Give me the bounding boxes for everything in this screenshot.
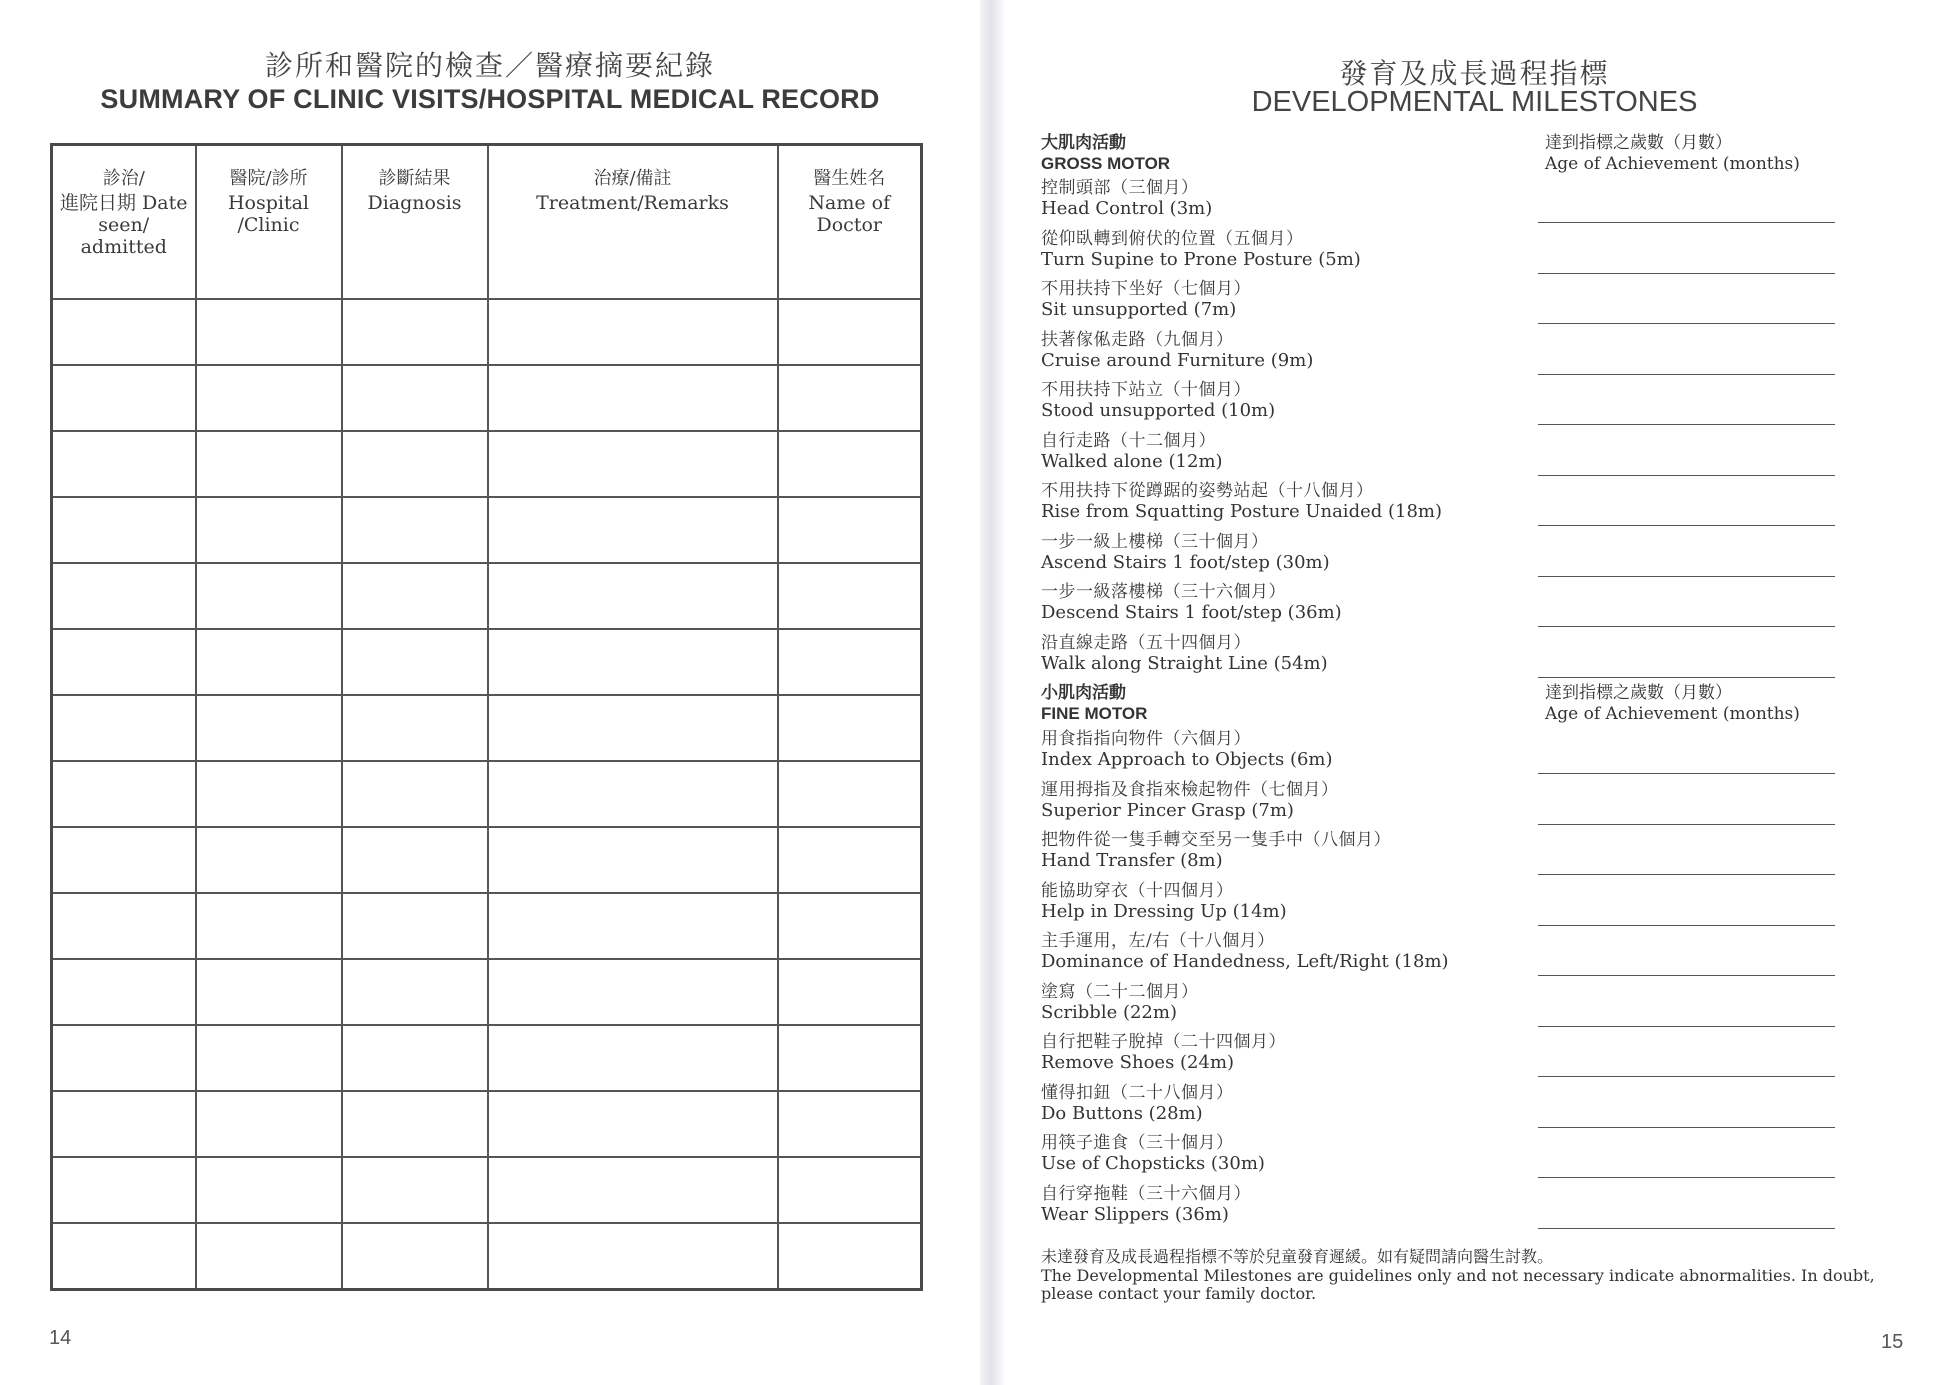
table-cell[interactable] [196,1091,342,1157]
milestone-item [1041,1032,1861,1082]
table-cell[interactable] [488,1223,778,1290]
table-cell[interactable] [52,563,196,629]
table-cell[interactable] [488,1157,778,1223]
milestone-label-en: Ascend Stairs 1 foot/step (30m) [1041,551,1330,573]
column-header-date-en: 進院日期 Date seen/ admitted [60,192,188,258]
age-heading-en: Age of Achievement (months) [1545,154,1800,174]
milestone-label-en: Turn Supine to Prone Posture (5m) [1041,248,1361,270]
table-cell[interactable] [52,299,196,365]
milestone-item [1041,279,1861,329]
page-number-left: 14 [49,1327,72,1349]
column-header-doctor [778,145,922,300]
table-cell[interactable] [342,1025,488,1091]
fine-motor-heading-en: FINE MOTOR [1041,704,1148,723]
table-row [52,761,922,827]
table-cell[interactable] [778,1223,922,1290]
age-entry-line[interactable] [1538,1026,1835,1027]
gross-motor-heading [1041,133,1170,174]
milestone-label-zh: 能協助穿衣（十四個月） [1041,880,1234,901]
disclaimer-en: The Developmental Milestones are guidelines only and not necessary indicate abnormalities. In doubt, please contact your family doctor. [1041,1266,1875,1303]
milestones-title-english: DEVELOPMENTAL MILESTONES [1251,86,1698,118]
age-entry-line[interactable] [1538,1076,1835,1077]
fine-motor-heading [1041,683,1147,724]
milestone-label-en: Wear Slippers (36m) [1041,1203,1229,1225]
age-heading-zh: 達到指標之歲數（月數） [1545,133,1732,153]
table-cell[interactable] [342,827,488,893]
table-cell[interactable] [196,497,342,563]
fine-motor-age-heading [1545,683,1800,725]
milestone-label-en: Walked alone (12m) [1041,450,1223,472]
table-cell[interactable] [778,629,922,695]
table-cell[interactable] [488,629,778,695]
age-entry-line[interactable] [1538,222,1835,223]
table-row [52,1157,922,1223]
table-cell[interactable] [52,959,196,1025]
milestone-item [1041,830,1861,880]
table-cell[interactable] [778,1157,922,1223]
table-row [52,827,922,893]
table-cell[interactable] [196,893,342,959]
milestone-label-en: Descend Stairs 1 foot/step (36m) [1041,602,1342,623]
table-cell[interactable] [52,1091,196,1157]
table-row [52,365,922,431]
table-cell[interactable] [342,365,488,431]
table-cell[interactable] [52,431,196,497]
age-entry-line[interactable] [1538,374,1835,375]
table-row [52,431,922,497]
milestone-label-zh: 自行走路（十二個月） [1041,430,1216,451]
table-cell[interactable] [52,893,196,959]
fine-motor-heading-zh: 小肌肉活動 [1041,683,1126,703]
milestone-label-zh: 自行穿拖鞋（三十六個月） [1041,1183,1251,1204]
table-cell[interactable] [196,629,342,695]
table-cell[interactable] [196,1157,342,1223]
milestone-item [1041,881,1861,931]
milestone-item [1041,1184,1861,1234]
table-cell[interactable] [196,563,342,629]
table-cell[interactable] [778,695,922,761]
milestone-label-en: Index Approach to Objects (6m) [1041,749,1333,770]
table-cell[interactable] [488,365,778,431]
milestone-label-zh: 用食指指向物件（六個月） [1041,729,1251,749]
table-cell[interactable] [52,695,196,761]
table-cell[interactable] [488,761,778,827]
milestone-item [1041,780,1861,830]
milestones-title-chinese: 發育及成長過程指標 [1339,57,1610,90]
table-row [52,563,922,629]
milestone-label-en: Cruise around Furniture (9m) [1041,349,1314,371]
column-header-diagnosis-en: Diagnosis [367,192,462,214]
table-cell[interactable] [342,1223,488,1290]
table-row [52,629,922,695]
milestone-item [1041,481,1861,531]
age-entry-line[interactable] [1538,824,1835,825]
table-cell[interactable] [778,497,922,563]
table-cell[interactable] [778,1091,922,1157]
age-entry-line[interactable] [1538,773,1835,774]
milestone-label-en: Hand Transfer (8m) [1041,850,1223,871]
age-entry-line[interactable] [1538,1228,1835,1229]
table-cell[interactable] [488,497,778,563]
milestone-label-en: Help in Dressing Up (14m) [1041,900,1287,922]
milestone-item [1041,931,1861,981]
milestone-label-zh: 不用扶持下站立（十個月） [1041,380,1251,400]
milestone-item [1041,729,1861,779]
table-row [52,1091,922,1157]
age-heading-en: Age of Achievement (months) [1545,704,1800,724]
disclaimer-zh: 未達發育及成長過程指標不等於兒童發育遲緩。如有疑問請向醫生討教。 [1041,1247,1554,1266]
milestone-label-zh: 一步一級上樓梯（三十個月） [1041,531,1269,552]
milestone-label-zh: 運用拇指及食指來檢起物件（七個月） [1041,779,1339,800]
milestone-label-en: Rise from Squatting Posture Unaided (18m) [1041,501,1443,522]
table-cell[interactable] [488,299,778,365]
milestone-label-en: Dominance of Handedness, Left/Right (18m) [1041,951,1449,972]
table-cell[interactable] [778,431,922,497]
table-cell[interactable] [778,299,922,365]
column-header-hospital-en: Hospital /Clinic [227,192,310,236]
column-header-diagnosis [342,145,488,300]
table-cell[interactable] [342,431,488,497]
milestone-label-en: Use of Chopsticks (30m) [1041,1153,1265,1174]
milestone-item [1041,582,1861,632]
right-page [1004,0,1945,1385]
table-row [52,959,922,1025]
milestone-item [1041,982,1861,1032]
milestone-item [1041,1083,1861,1133]
milestone-label-zh: 主手運用，左/右（十八個月） [1041,931,1275,951]
column-header-doctor-zh: 醫生姓名 [813,168,886,189]
table-cell[interactable] [488,431,778,497]
table-cell[interactable] [196,365,342,431]
table-row [52,299,922,365]
milestone-item [1041,380,1861,430]
table-cell[interactable] [342,695,488,761]
table-cell[interactable] [342,629,488,695]
milestone-item [1041,431,1861,481]
column-header-hospital [196,145,342,300]
age-entry-line[interactable] [1538,525,1835,526]
table-cell[interactable] [196,1223,342,1290]
table-cell[interactable] [342,893,488,959]
medical-record-table [50,143,923,1291]
column-header-treatment [488,145,778,300]
table-cell[interactable] [488,959,778,1025]
table-cell[interactable] [52,1223,196,1290]
gross-motor-age-heading [1545,133,1800,175]
table-cell[interactable] [196,1025,342,1091]
table-cell[interactable] [52,761,196,827]
table-cell[interactable] [342,761,488,827]
age-entry-line[interactable] [1538,424,1835,425]
milestone-label-zh: 用筷子進食（三十個月） [1041,1133,1234,1153]
column-header-diagnosis-zh: 診斷結果 [378,168,451,189]
table-cell[interactable] [196,299,342,365]
age-entry-line[interactable] [1538,475,1835,476]
milestone-label-zh: 自行把鞋子脫掉（二十四個月） [1041,1032,1286,1052]
age-entry-line[interactable] [1538,1177,1835,1178]
table-cell[interactable] [488,1091,778,1157]
table-cell[interactable] [52,629,196,695]
table-cell[interactable] [488,1025,778,1091]
table-cell[interactable] [778,365,922,431]
table-cell[interactable] [52,1157,196,1223]
milestone-label-en: Head Control (3m) [1041,198,1213,219]
milestone-label-zh: 一步一級落樓梯（三十六個月） [1041,582,1286,602]
milestone-label-zh: 沿直線走路（五十四個月） [1041,632,1251,653]
gross-motor-heading-zh: 大肌肉活動 [1041,133,1126,153]
table-cell[interactable] [342,1091,488,1157]
table-cell[interactable] [342,959,488,1025]
table-cell[interactable] [778,893,922,959]
table-cell[interactable] [778,563,922,629]
age-entry-line[interactable] [1538,576,1835,577]
milestone-label-zh: 不用扶持下坐好（七個月） [1041,279,1251,299]
table-cell[interactable] [488,563,778,629]
table-row [52,1025,922,1091]
table-header-row [52,145,922,300]
column-header-treatment-en: Treatment/Remarks [536,192,729,214]
table-cell[interactable] [778,959,922,1025]
age-entry-line[interactable] [1538,626,1835,627]
milestone-label-en: Sit unsupported (7m) [1041,299,1237,320]
milestone-label-zh: 懂得扣鈕（二十八個月） [1041,1082,1234,1103]
table-cell[interactable] [778,1025,922,1091]
milestone-label-zh: 扶著傢俬走路（九個月） [1041,329,1234,350]
gross-motor-heading-en: GROSS MOTOR [1041,154,1171,173]
milestone-label-en: Do Buttons (28m) [1041,1102,1203,1124]
milestone-label-en: Walk along Straight Line (54m) [1041,652,1328,674]
disclaimer-note [1041,1247,1921,1303]
milestone-label-zh: 從仰臥轉到俯伏的位置（五個月） [1041,228,1304,249]
column-header-treatment-zh: 治療/備註 [593,168,672,189]
milestone-label-zh: 把物件從一隻手轉交至另一隻手中（八個月） [1041,830,1391,850]
table-cell[interactable] [52,365,196,431]
table-cell[interactable] [342,1157,488,1223]
milestone-label-zh: 塗寫（二十二個月） [1041,981,1199,1002]
table-row [52,497,922,563]
table-cell[interactable] [488,695,778,761]
age-entry-line[interactable] [1538,925,1835,926]
table-cell[interactable] [778,761,922,827]
age-entry-line[interactable] [1538,874,1835,875]
milestone-label-zh: 控制頭部（三個月） [1041,178,1199,198]
record-table-body [52,299,922,1290]
table-cell[interactable] [52,827,196,893]
book-gutter [980,0,1004,1385]
table-row [52,893,922,959]
table-cell[interactable] [196,827,342,893]
milestone-label-zh: 不用扶持下從蹲踞的姿勢站起（十八個月） [1041,481,1374,501]
table-row [52,1223,922,1290]
milestone-label-en: Remove Shoes (24m) [1041,1052,1235,1073]
milestone-item [1041,229,1861,279]
table-cell[interactable] [196,761,342,827]
column-header-date [52,145,196,300]
table-row [52,695,922,761]
age-entry-line[interactable] [1538,323,1835,324]
milestone-label-en: Superior Pincer Grasp (7m) [1041,799,1294,821]
table-cell[interactable] [342,299,488,365]
table-cell[interactable] [342,563,488,629]
age-entry-line[interactable] [1538,677,1835,678]
table-cell[interactable] [488,827,778,893]
record-title-chinese: 診所和醫院的檢查／醫療摘要紀錄 [264,49,715,82]
table-cell[interactable] [196,695,342,761]
milestone-item [1041,178,1861,228]
table-cell[interactable] [52,1025,196,1091]
age-heading-zh: 達到指標之歲數（月數） [1545,683,1732,703]
age-entry-line[interactable] [1538,273,1835,274]
milestone-item [1041,330,1861,380]
table-cell[interactable] [342,497,488,563]
milestone-item [1041,1133,1861,1183]
age-entry-line[interactable] [1538,1127,1835,1128]
column-header-hospital-zh: 醫院/診所 [229,168,308,189]
column-header-doctor-en: Name of Doctor [808,192,891,236]
milestone-label-en: Scribble (22m) [1041,1001,1177,1023]
table-cell[interactable] [196,431,342,497]
record-title-english: SUMMARY OF CLINIC VISITS/HOSPITAL MEDICAL RECORD [100,84,880,114]
table-cell[interactable] [778,827,922,893]
column-header-date-zh: 診治/ [102,168,145,189]
milestone-item [1041,633,1861,683]
milestone-item [1041,532,1861,582]
milestone-label-en: Stood unsupported (10m) [1041,400,1276,421]
table-cell[interactable] [52,497,196,563]
table-cell[interactable] [488,893,778,959]
table-cell[interactable] [196,959,342,1025]
page-number-right: 15 [1881,1331,1904,1353]
age-entry-line[interactable] [1538,975,1835,976]
